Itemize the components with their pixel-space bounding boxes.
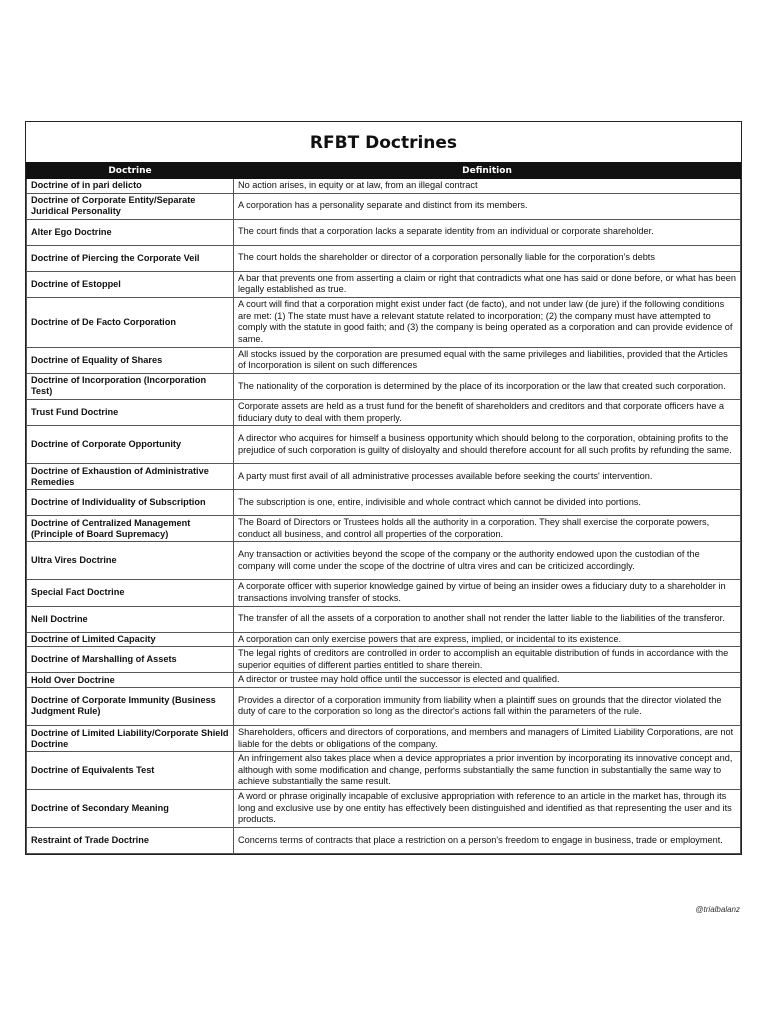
doctrine-name: Doctrine of Exhaustion of Administrative Remedies bbox=[27, 464, 234, 490]
doctrine-name: Doctrine of De Facto Corporation bbox=[27, 297, 234, 347]
table-row bbox=[27, 542, 741, 580]
table-row bbox=[27, 647, 741, 673]
doctrine-definition: A corporation has a personality separate and distinct from its members. bbox=[234, 193, 741, 219]
table-row bbox=[27, 271, 741, 297]
doctrine-definition: A corporation can only exercise powers that are express, implied, or incidental to its existence. bbox=[234, 632, 741, 647]
doctrines-sheet bbox=[25, 121, 742, 855]
doctrine-name: Doctrine of Secondary Meaning bbox=[27, 790, 234, 828]
doctrine-definition: A director or trustee may hold office until the successor is elected and qualified. bbox=[234, 673, 741, 688]
doctrine-name: Doctrine of Piercing the Corporate Veil bbox=[27, 245, 234, 271]
table-row bbox=[27, 347, 741, 373]
doctrine-definition: A director who acquires for himself a business opportunity which should belong to the corporation, obtaining profits to the prejudice of such corporation is guilty of disloyalty and should therefore account for all such profits by refunding the same. bbox=[234, 426, 741, 464]
doctrine-definition: The transfer of all the assets of a corporation to another shall not render the latter liable to the liabilities of the transferor. bbox=[234, 606, 741, 632]
doctrine-definition: The court finds that a corporation lacks a separate identity from an individual or corporate shareholder. bbox=[234, 219, 741, 245]
doctrine-name: Doctrine of Corporate Opportunity bbox=[27, 426, 234, 464]
doctrine-name: Doctrine of Corporate Immunity (Business Judgment Rule) bbox=[27, 687, 234, 725]
table-row bbox=[27, 632, 741, 647]
table-row bbox=[27, 606, 741, 632]
credit-handle: @trialbalanz bbox=[695, 905, 740, 914]
table-row bbox=[27, 687, 741, 725]
table-row bbox=[27, 297, 741, 347]
doctrine-name: Ultra Vires Doctrine bbox=[27, 542, 234, 580]
header-doctrine: Doctrine bbox=[27, 163, 234, 179]
doctrine-name: Trust Fund Doctrine bbox=[27, 399, 234, 425]
doctrine-definition: A bar that prevents one from asserting a claim or right that contradicts what one has said or done before, or what has been legally established as true. bbox=[234, 271, 741, 297]
doctrine-name: Restraint of Trade Doctrine bbox=[27, 828, 234, 854]
doctrine-definition: Corporate assets are held as a trust fund for the benefit of shareholders and creditors and that corporate officers have a fiduciary duty to deal with them properly. bbox=[234, 399, 741, 425]
table-row bbox=[27, 399, 741, 425]
table-row bbox=[27, 490, 741, 516]
doctrine-name: Doctrine of Equality of Shares bbox=[27, 347, 234, 373]
table-row bbox=[27, 426, 741, 464]
doctrine-definition: An infringement also takes place when a device appropriates a prior invention by incorporating its innovative concept and, although with some modification and change, performs substantially the same function in substantially the same way to achieve substantially the same result. bbox=[234, 752, 741, 790]
doctrines-table bbox=[26, 162, 741, 854]
doctrine-name: Doctrine of Marshalling of Assets bbox=[27, 647, 234, 673]
doctrine-definition: The Board of Directors or Trustees holds all the authority in a corporation. They shall exercise the corporate powers, conduct all business, and control all properties of the corporation. bbox=[234, 516, 741, 542]
doctrine-definition: The court holds the shareholder or director of a corporation personally liable for the corporation's debts bbox=[234, 245, 741, 271]
doctrine-name: Doctrine of Individuality of Subscription bbox=[27, 490, 234, 516]
doctrine-name: Special Fact Doctrine bbox=[27, 580, 234, 606]
doctrine-name: Hold Over Doctrine bbox=[27, 673, 234, 688]
doctrine-name: Alter Ego Doctrine bbox=[27, 219, 234, 245]
table-row bbox=[27, 673, 741, 688]
doctrine-name: Doctrine of Limited Liability/Corporate Shield Doctrine bbox=[27, 725, 234, 751]
doctrine-definition: No action arises, in equity or at law, from an illegal contract bbox=[234, 179, 741, 194]
doctrine-definition: A party must first avail of all administrative processes available before seeking the courts' intervention. bbox=[234, 464, 741, 490]
doctrine-name: Doctrine of Estoppel bbox=[27, 271, 234, 297]
doctrine-name: Doctrine of Corporate Entity/Separate Juridical Personality bbox=[27, 193, 234, 219]
table-header-row bbox=[27, 163, 741, 179]
doctrine-definition: All stocks issued by the corporation are presumed equal with the same privileges and liabilities, provided that the Articles of Incorporation is silent on such differences bbox=[234, 347, 741, 373]
doctrine-definition: Any transaction or activities beyond the scope of the company or the authority endowed upon the custodian of the company will come under the scope of the doctrine of ultra vires and can be criticized accordingly. bbox=[234, 542, 741, 580]
doctrine-name: Doctrine of in pari delicto bbox=[27, 179, 234, 194]
table-row bbox=[27, 752, 741, 790]
doctrine-name: Doctrine of Equivalents Test bbox=[27, 752, 234, 790]
doctrine-definition: A court will find that a corporation might exist under fact (de facto), and not under law (de jure) if the following conditions are met: (1) The state must have a relevant statute related to incorporation; (2) the company must have attempted to comply with the statute in good faith; and (3) the company is being operated as a corporation and can provide evidence of same. bbox=[234, 297, 741, 347]
table-row bbox=[27, 219, 741, 245]
table-row bbox=[27, 580, 741, 606]
header-definition: Definition bbox=[234, 163, 741, 179]
doctrine-definition: A word or phrase originally incapable of exclusive appropriation with reference to an article in the market has, through its long and exclusive use by one entity has effectively been distinguished and identified as that representing the user and its products. bbox=[234, 790, 741, 828]
doctrine-name: Doctrine of Limited Capacity bbox=[27, 632, 234, 647]
table-row bbox=[27, 373, 741, 399]
table-row bbox=[27, 516, 741, 542]
doctrine-name: Nell Doctrine bbox=[27, 606, 234, 632]
doctrine-definition: Provides a director of a corporation immunity from liability when a plaintiff sues on grounds that the director violated the duty of care to the corporation so long as the director's actions fall within the parameters of the rule. bbox=[234, 687, 741, 725]
table-row bbox=[27, 245, 741, 271]
doctrine-definition: Shareholders, officers and directors of corporations, and members and managers of Limited Liability Corporations, are not liable for the debts or obligations of the company. bbox=[234, 725, 741, 751]
doctrine-name: Doctrine of Centralized Management (Principle of Board Supremacy) bbox=[27, 516, 234, 542]
doctrine-definition: The subscription is one, entire, indivisible and whole contract which cannot be divided into portions. bbox=[234, 490, 741, 516]
page-title: RFBT Doctrines bbox=[309, 133, 458, 153]
doctrine-definition: Concerns terms of contracts that place a restriction on a person's freedom to engage in business, trade or employment. bbox=[234, 828, 741, 854]
table-row bbox=[27, 828, 741, 854]
doctrine-definition: A corporate officer with superior knowledge gained by virtue of being an insider owes a fiduciary duty to a shareholder in transactions involving transfer of stocks. bbox=[234, 580, 741, 606]
table-row bbox=[27, 790, 741, 828]
table-row bbox=[27, 193, 741, 219]
table-row bbox=[27, 725, 741, 751]
doctrine-name: Doctrine of Incorporation (Incorporation Test) bbox=[27, 373, 234, 399]
table-row bbox=[27, 179, 741, 194]
doctrine-definition: The nationality of the corporation is determined by the place of its incorporation or the law that created such corporation. bbox=[234, 373, 741, 399]
doctrine-definition: The legal rights of creditors are controlled in order to accomplish an equitable distribution of funds in accordance with the superior equities of different parties entitled to share therein. bbox=[234, 647, 741, 673]
table-row bbox=[27, 464, 741, 490]
